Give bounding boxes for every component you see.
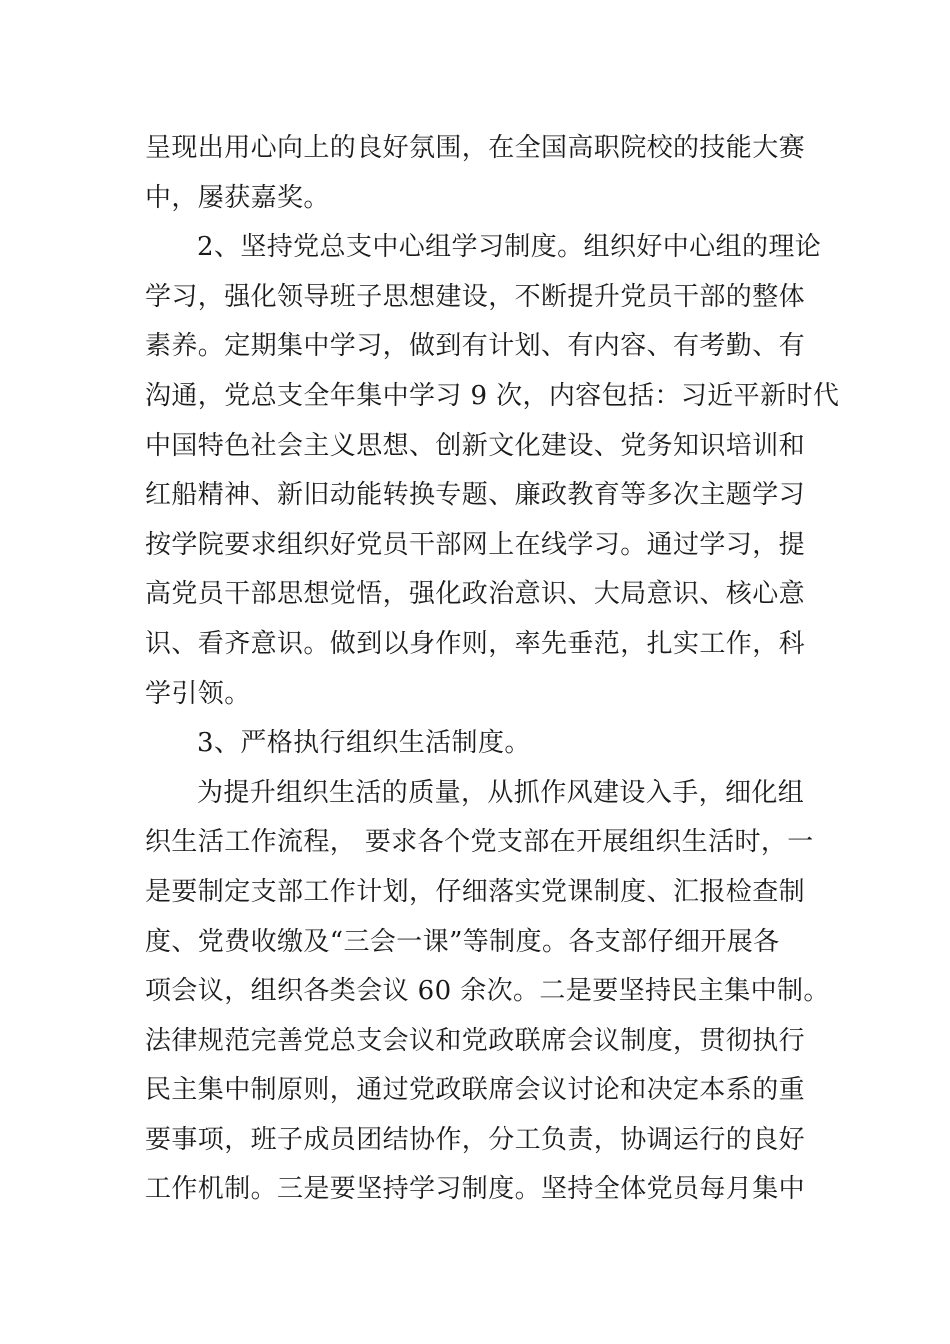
text-line: 度、党费收缴及“三会一课”等制度。各支部仔细开展各: [145, 926, 780, 957]
text-line: 沟通，党总支全年集中学习 9 次，内容包括：习近平新时代: [145, 380, 840, 411]
text-line: 法律规范完善党总支会议和党政联席会议制度，贯彻执行: [145, 1025, 806, 1056]
text-line: 识、看齐意识。做到以身作则，率先垂范，扎实工作，科: [145, 628, 806, 659]
text-line: 红船精神、新旧动能转换专题、廉政教育等多次主题学习: [145, 480, 806, 511]
text-line: 民主集中制原则，通过党政联席会议讨论和决定本系的重: [145, 1075, 806, 1106]
text-line: 按学院要求组织好党员干部网上在线学习。通过学习，提: [145, 529, 806, 560]
text-line: 是要制定支部工作计划，仔细落实党课制度、汇报检查制: [145, 876, 806, 907]
document-body: [145, 124, 840, 1215]
text-line: 织生活工作流程， 要求各个党支部在开展组织生活时，一: [145, 827, 814, 858]
text-line: 要事项，班子成员团结协作，分工负责，协调运行的良好: [145, 1124, 806, 1155]
text-line: 学习，强化领导班子思想建设，不断提升党员干部的整体: [145, 281, 806, 312]
text-line: 2、坚持党总支中心组学习制度。组织好中心组的理论: [197, 232, 822, 263]
text-line: 中国特色社会主义思想、创新文化建设、党务知识培训和: [145, 430, 806, 461]
text-line: 中，屡获嘉奖。: [145, 182, 330, 213]
text-line: 学引领。: [145, 678, 251, 709]
text-line: 项会议，组织各类会议 60 余次。二是要坚持民主集中制。: [145, 976, 830, 1007]
text-line: 高党员干部思想觉悟，强化政治意识、大局意识、核心意: [145, 579, 806, 610]
text-line: 工作机制。三是要坚持学习制度。坚持全体党员每月集中: [145, 1174, 806, 1205]
text-line: 素养。定期集中学习，做到有计划、有内容、有考勤、有: [145, 331, 806, 362]
text-line: 3、严格执行组织生活制度。: [197, 728, 531, 759]
text-line: 呈现出用心向上的良好氛围，在全国高职院校的技能大赛: [145, 133, 806, 163]
text-line: 为提升组织生活的质量，从抓作风建设入手，细化组: [197, 777, 805, 808]
